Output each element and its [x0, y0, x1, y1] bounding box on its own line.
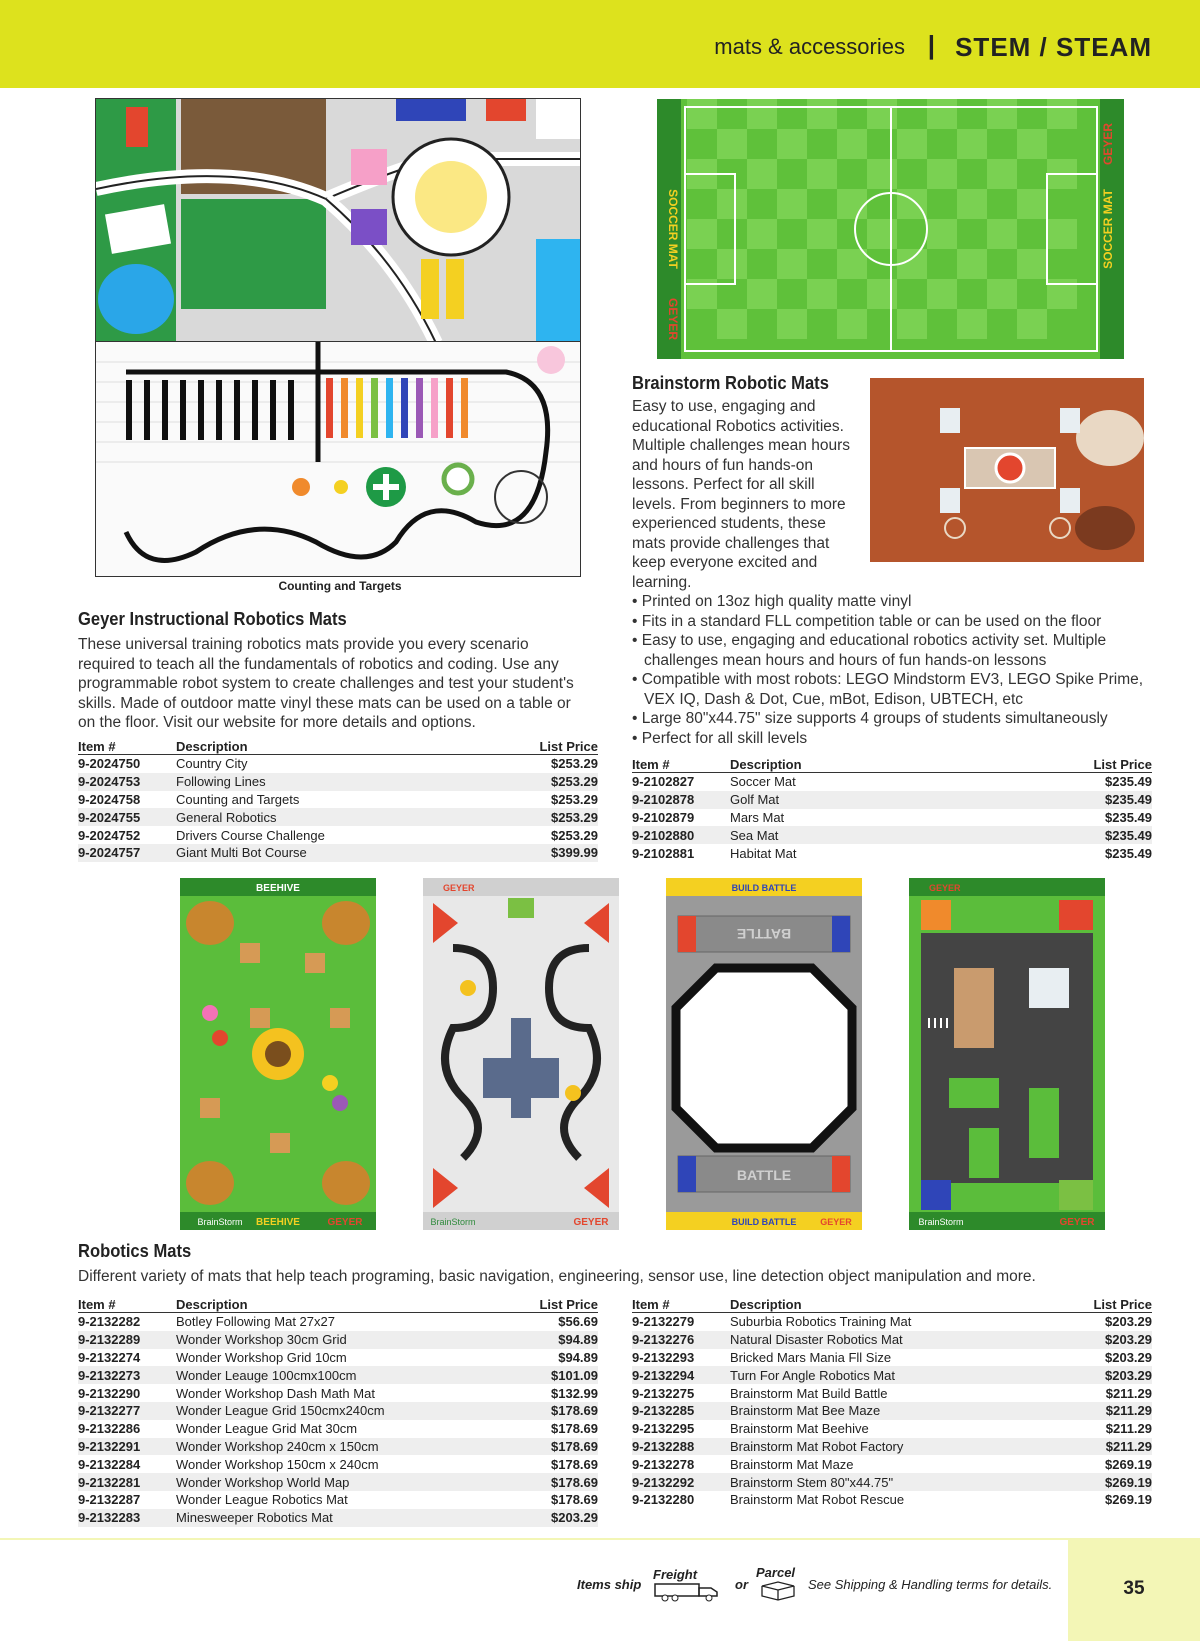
price-cell: $203.29: [506, 1509, 598, 1527]
table-row: [78, 1473, 598, 1491]
table-row: [78, 1384, 598, 1402]
description-cell: Minesweeper Robotics Mat: [176, 1509, 506, 1527]
item-number-cell: 9-2102880: [632, 826, 730, 844]
robotics-price-table-left: [78, 1296, 598, 1527]
item-number-cell: 9-2132274: [78, 1349, 141, 1365]
description-cell: Wonder Workshop Dash Math Mat: [176, 1385, 375, 1401]
table-row: [78, 791, 598, 809]
geyer-mats-title: Geyer Instructional Robotics Mats: [78, 609, 347, 629]
table-row: [632, 1455, 1152, 1473]
column-header-price: List Price: [479, 738, 598, 755]
price-cell: $253.29: [551, 756, 598, 772]
counting-targets-caption: Counting and Targets: [278, 579, 402, 593]
brainstorm-feature-list: [632, 592, 1152, 748]
description-cell: Brainstorm Stem 80"x44.75": [730, 1473, 1049, 1491]
table-row: [78, 844, 598, 862]
column-header-item: Item #: [632, 1296, 730, 1313]
item-number-cell: 9-2132294: [632, 1366, 730, 1384]
description-cell: Wonder Workshop 150cm x 240cm: [176, 1456, 379, 1472]
table-row: [78, 1366, 598, 1384]
table-row: [632, 809, 1152, 827]
table-row: [632, 826, 1152, 844]
robotics-price-table-right: [632, 1296, 1152, 1509]
description-cell: Sea Mat: [730, 826, 962, 844]
brainstorm-mats-title: Brainstorm Robotic Mats: [632, 373, 829, 393]
description-cell: Natural Disaster Robotics Mat: [730, 1331, 1049, 1349]
table-row: [632, 1473, 1152, 1491]
price-cell: $253.29: [551, 791, 598, 807]
table-row: [632, 1420, 1152, 1438]
price-cell: $132.99: [551, 1385, 598, 1401]
build-battle-top-label: BUILD BATTLE: [731, 883, 797, 893]
table-header-row: [78, 1296, 598, 1313]
description-cell: Wonder Workshop World Map: [176, 1473, 506, 1491]
ship-or: or: [735, 1577, 748, 1592]
item-number-cell: 9-2132284: [78, 1456, 141, 1472]
page-header: [0, 0, 1200, 88]
build-battle-geyer-label: GEYER: [820, 1217, 852, 1227]
table-row: [78, 1491, 598, 1509]
city-geyer-top-label: GEYER: [929, 883, 961, 893]
item-number-cell: 9-2132285: [632, 1402, 730, 1420]
table-row: [78, 808, 598, 826]
city-brainstorm-label: BrainStorm: [918, 1217, 964, 1227]
price-cell: $253.29: [479, 808, 598, 826]
item-number-cell: 9-2024750: [78, 756, 141, 772]
price-cell: $178.69: [551, 1492, 598, 1508]
robot-factory-maze-mat-image: [423, 878, 619, 1230]
description-cell: Brainstorm Mat Bee Maze: [730, 1402, 1049, 1420]
column-header-price: List Price: [1049, 1296, 1152, 1313]
geyer-country-city-mat-image: [95, 98, 581, 344]
item-number-cell: 9-2132295: [632, 1421, 695, 1437]
item-number-cell: 9-2024753: [78, 773, 176, 791]
price-cell: $203.29: [1049, 1366, 1152, 1384]
price-cell: $56.69: [558, 1314, 598, 1330]
parcel-icon: [756, 1565, 800, 1605]
description-cell: Wonder Workshop 240cm x 150cm: [176, 1438, 506, 1456]
description-cell: Botley Following Mat 27x27: [176, 1314, 335, 1330]
table-row: [78, 1509, 598, 1527]
item-number-cell: 9-2132292: [632, 1473, 730, 1491]
table-header-row: [632, 756, 1152, 773]
price-cell: $399.99: [479, 844, 598, 862]
column-header-item: Item #: [78, 1296, 176, 1313]
column-header-description: Description: [176, 738, 479, 755]
description-cell: Brainstorm Mat Robot Factory: [730, 1438, 1049, 1456]
table-row: [78, 1455, 598, 1473]
price-cell: $269.19: [1105, 1456, 1152, 1472]
item-number-cell: 9-2132273: [78, 1366, 176, 1384]
table-row: [632, 1349, 1152, 1367]
table-row: [632, 1366, 1152, 1384]
column-header-description: Description: [176, 1296, 506, 1313]
item-number-cell: 9-2132288: [632, 1438, 730, 1456]
item-number-cell: 9-2132287: [78, 1492, 141, 1508]
soccer-mat-label-right: SOCCER MAT: [1101, 189, 1115, 269]
description-cell: Country City: [176, 756, 248, 772]
item-number-cell: 9-2024758: [78, 791, 141, 807]
freight-label: Freight: [653, 1567, 698, 1582]
description-cell: Wonder Workshop 30cm Grid: [176, 1331, 506, 1349]
description-cell: Golf Mat: [730, 791, 962, 809]
column-header-item: Item #: [78, 738, 176, 755]
battle-label-top: BATTLE: [736, 926, 792, 942]
feature-bullet: • Easy to use, engaging and educational robotics activity set. Multiple challenges mean hours and hours of fun hands-on lessons: [632, 631, 1152, 670]
description-cell: Brainstorm Mat Build Battle: [730, 1385, 888, 1401]
item-number-cell: 9-2024755: [78, 808, 176, 826]
description-cell: Wonder Leauge 100cmx100cm: [176, 1366, 506, 1384]
table-row: [632, 1331, 1152, 1349]
table-row: [78, 755, 598, 773]
geyer-price-table: [78, 738, 598, 862]
table-row: [78, 773, 598, 791]
table-row: [632, 1402, 1152, 1420]
battle-label-bottom: BATTLE: [736, 1167, 792, 1183]
price-cell: $235.49: [1105, 809, 1152, 825]
brainstorm-mats-description: Easy to use, engaging and educational Robotics activities. Multiple challenges mean hours and hours of fun hands-on lessons. Perfect for all skill levels. From beginners to more experienced students, these mats provide challenges that keep everyone excited and learning.: [632, 398, 850, 591]
item-number-cell: 9-2132283: [78, 1509, 176, 1527]
price-cell: $203.29: [1105, 1314, 1152, 1330]
description-cell: Brainstorm Mat Maze: [730, 1456, 854, 1472]
brainstorm-mars-mat-image: [870, 378, 1144, 562]
price-cell: $101.09: [506, 1366, 598, 1384]
item-number-cell: 9-2132282: [78, 1314, 141, 1330]
column-header-item: Item #: [632, 756, 730, 773]
price-cell: $211.29: [1105, 1421, 1152, 1437]
description-cell: Giant Multi Bot Course: [176, 844, 479, 862]
section-label: mats & accessories: [714, 34, 905, 59]
table-row: [78, 1420, 598, 1438]
item-number-cell: 9-2132291: [78, 1438, 176, 1456]
price-cell: $203.29: [1105, 1349, 1152, 1365]
item-number-cell: 9-2102881: [632, 845, 695, 861]
feature-bullet: • Fits in a standard FLL competition table or can be used on the floor: [632, 612, 1152, 632]
feature-bullet: • Large 80"x44.75" size supports 4 groups of students simultaneously: [632, 709, 1152, 729]
column-header-price: List Price: [506, 1296, 598, 1313]
price-cell: $235.49: [1105, 845, 1152, 861]
description-cell: Soccer Mat: [730, 774, 796, 790]
table-row: [78, 826, 598, 844]
city-streets-mat-image: [909, 878, 1105, 1230]
item-number-cell: 9-2132278: [632, 1456, 695, 1472]
table-row: [632, 791, 1152, 809]
item-number-cell: 9-2132277: [78, 1402, 176, 1420]
feature-bullet: • Perfect for all skill levels: [632, 729, 1152, 749]
item-number-cell: 9-2132275: [632, 1385, 695, 1401]
beehive-bottom-label: BEEHIVE: [256, 1217, 300, 1228]
price-cell: $178.69: [551, 1421, 598, 1437]
factory-geyer-top-label: GEYER: [443, 883, 475, 893]
city-geyer-label: GEYER: [1059, 1217, 1095, 1228]
description-cell: Wonder Workshop Grid 10cm: [176, 1349, 347, 1365]
item-number-cell: 9-2102879: [632, 809, 695, 825]
freight-icon: [653, 1567, 729, 1603]
item-number-cell: 9-2132286: [78, 1421, 141, 1437]
ship-prefix: Items ship: [577, 1577, 642, 1592]
column-header-description: Description: [730, 756, 962, 773]
item-number-cell: 9-2102878: [632, 791, 730, 809]
price-cell: $203.29: [1049, 1331, 1152, 1349]
table-row: [78, 1313, 598, 1331]
category-label: STEM / STEAM: [955, 32, 1152, 62]
description-cell: Mars Mat: [730, 809, 785, 825]
table-row: [632, 773, 1152, 791]
table-row: [632, 1438, 1152, 1456]
description-cell: Wonder League Grid 150cmx240cm: [176, 1402, 506, 1420]
item-number-cell: 9-2132279: [632, 1314, 695, 1330]
brainstorm-soccer-mat-image: [657, 99, 1124, 359]
beehive-top-label: BEEHIVE: [256, 883, 300, 894]
description-cell: Counting and Targets: [176, 791, 300, 807]
description-cell: Bricked Mars Mania Fll Size: [730, 1349, 892, 1365]
soccer-mat-label-left: SOCCER MAT: [666, 189, 680, 269]
robotics-mats-title: Robotics Mats: [78, 1241, 192, 1261]
header-separator: |: [927, 30, 935, 60]
table-row: [632, 1313, 1152, 1331]
brainstorm-price-table: [632, 756, 1152, 862]
build-battle-bottom-label: BUILD BATTLE: [731, 1217, 797, 1227]
item-number-cell: 9-2132293: [632, 1349, 695, 1365]
table-row: [78, 1331, 598, 1349]
price-cell: $94.89: [558, 1349, 598, 1365]
factory-geyer-label: GEYER: [573, 1217, 609, 1228]
table-header-row: [632, 1296, 1152, 1313]
item-number-cell: 9-2024757: [78, 844, 176, 862]
item-number-cell: 9-2024752: [78, 827, 141, 843]
item-number-cell: 9-2102827: [632, 774, 695, 790]
factory-brainstorm-label: BrainStorm: [430, 1217, 476, 1227]
price-cell: $253.29: [551, 827, 598, 843]
column-header-description: Description: [730, 1296, 1049, 1313]
table-row: [632, 1384, 1152, 1402]
price-cell: $178.69: [506, 1438, 598, 1456]
item-number-cell: 9-2132289: [78, 1331, 176, 1349]
column-header-price: List Price: [962, 756, 1152, 773]
soccer-mat-geyer-label: GEYER: [1101, 122, 1115, 166]
item-number-cell: 9-2132281: [78, 1473, 176, 1491]
description-cell: Brainstorm Mat Beehive: [730, 1421, 869, 1437]
description-cell: Following Lines: [176, 773, 479, 791]
table-row: [78, 1349, 598, 1367]
price-cell: $253.29: [479, 773, 598, 791]
price-cell: $178.69: [551, 1456, 598, 1472]
description-cell: General Robotics: [176, 808, 479, 826]
build-battle-mat-image: [666, 878, 862, 1230]
price-cell: $235.49: [962, 826, 1152, 844]
feature-bullet: • Compatible with most robots: LEGO Mindstorm EV3, LEGO Spike Prime, VEX IQ, Dash & Dot, Cue, mBot, Edison, UBTECH, etc: [632, 670, 1152, 709]
price-cell: $269.19: [1049, 1473, 1152, 1491]
parcel-label: Parcel: [756, 1565, 796, 1580]
description-cell: Habitat Mat: [730, 845, 797, 861]
footer-divider: [0, 1538, 1200, 1540]
table-header-row: [78, 738, 598, 755]
beehive-brainstorm-label: BrainStorm: [197, 1217, 243, 1227]
price-cell: $269.19: [1105, 1492, 1152, 1508]
robotics-mats-description: Different variety of mats that help teach programing, basic navigation, engineering, sensor use, line detection object manipulation and more.: [78, 1268, 1036, 1285]
description-cell: Wonder League Robotics Mat: [176, 1492, 348, 1508]
description-cell: Suburbia Robotics Training Mat: [730, 1314, 912, 1330]
soccer-mat-geyer-label-left: GEYER: [666, 297, 680, 341]
item-number-cell: 9-2132290: [78, 1385, 141, 1401]
price-cell: $235.49: [1105, 774, 1152, 790]
beehive-geyer-label: GEYER: [327, 1217, 363, 1228]
price-cell: $178.69: [506, 1473, 598, 1491]
price-cell: $211.29: [1105, 1385, 1152, 1401]
item-number-cell: 9-2132276: [632, 1331, 730, 1349]
price-cell: $178.69: [506, 1402, 598, 1420]
table-row: [632, 1491, 1152, 1509]
beehive-mat-image: [180, 878, 376, 1230]
geyer-counting-targets-mat-image: [95, 341, 581, 577]
price-cell: $211.29: [1049, 1438, 1152, 1456]
geyer-mats-description: These universal training robotics mats provide you every scenario required to teach all the fundamentals of robotics and coding. Use any programmable robot system to create challenges and test your student's skills. Made of outdoor matte vinyl these mats can be used on a table or on the floor. Visit our website for more details and options.: [78, 636, 574, 731]
price-cell: $211.29: [1049, 1402, 1152, 1420]
item-number-cell: 9-2132280: [632, 1492, 695, 1508]
description-cell: Turn For Angle Robotics Mat: [730, 1366, 1049, 1384]
price-cell: $235.49: [962, 791, 1152, 809]
shipping-note: See Shipping & Handling terms for details.: [808, 1577, 1053, 1592]
table-row: [78, 1402, 598, 1420]
description-cell: Drivers Course Challenge: [176, 827, 325, 843]
page-number: 35: [1123, 1578, 1145, 1599]
price-cell: $94.89: [506, 1331, 598, 1349]
description-cell: Wonder League Grid Mat 30cm: [176, 1421, 358, 1437]
table-row: [78, 1438, 598, 1456]
feature-bullet: • Printed on 13oz high quality matte vinyl: [632, 592, 1152, 612]
description-cell: Brainstorm Mat Robot Rescue: [730, 1492, 905, 1508]
table-row: [632, 844, 1152, 862]
